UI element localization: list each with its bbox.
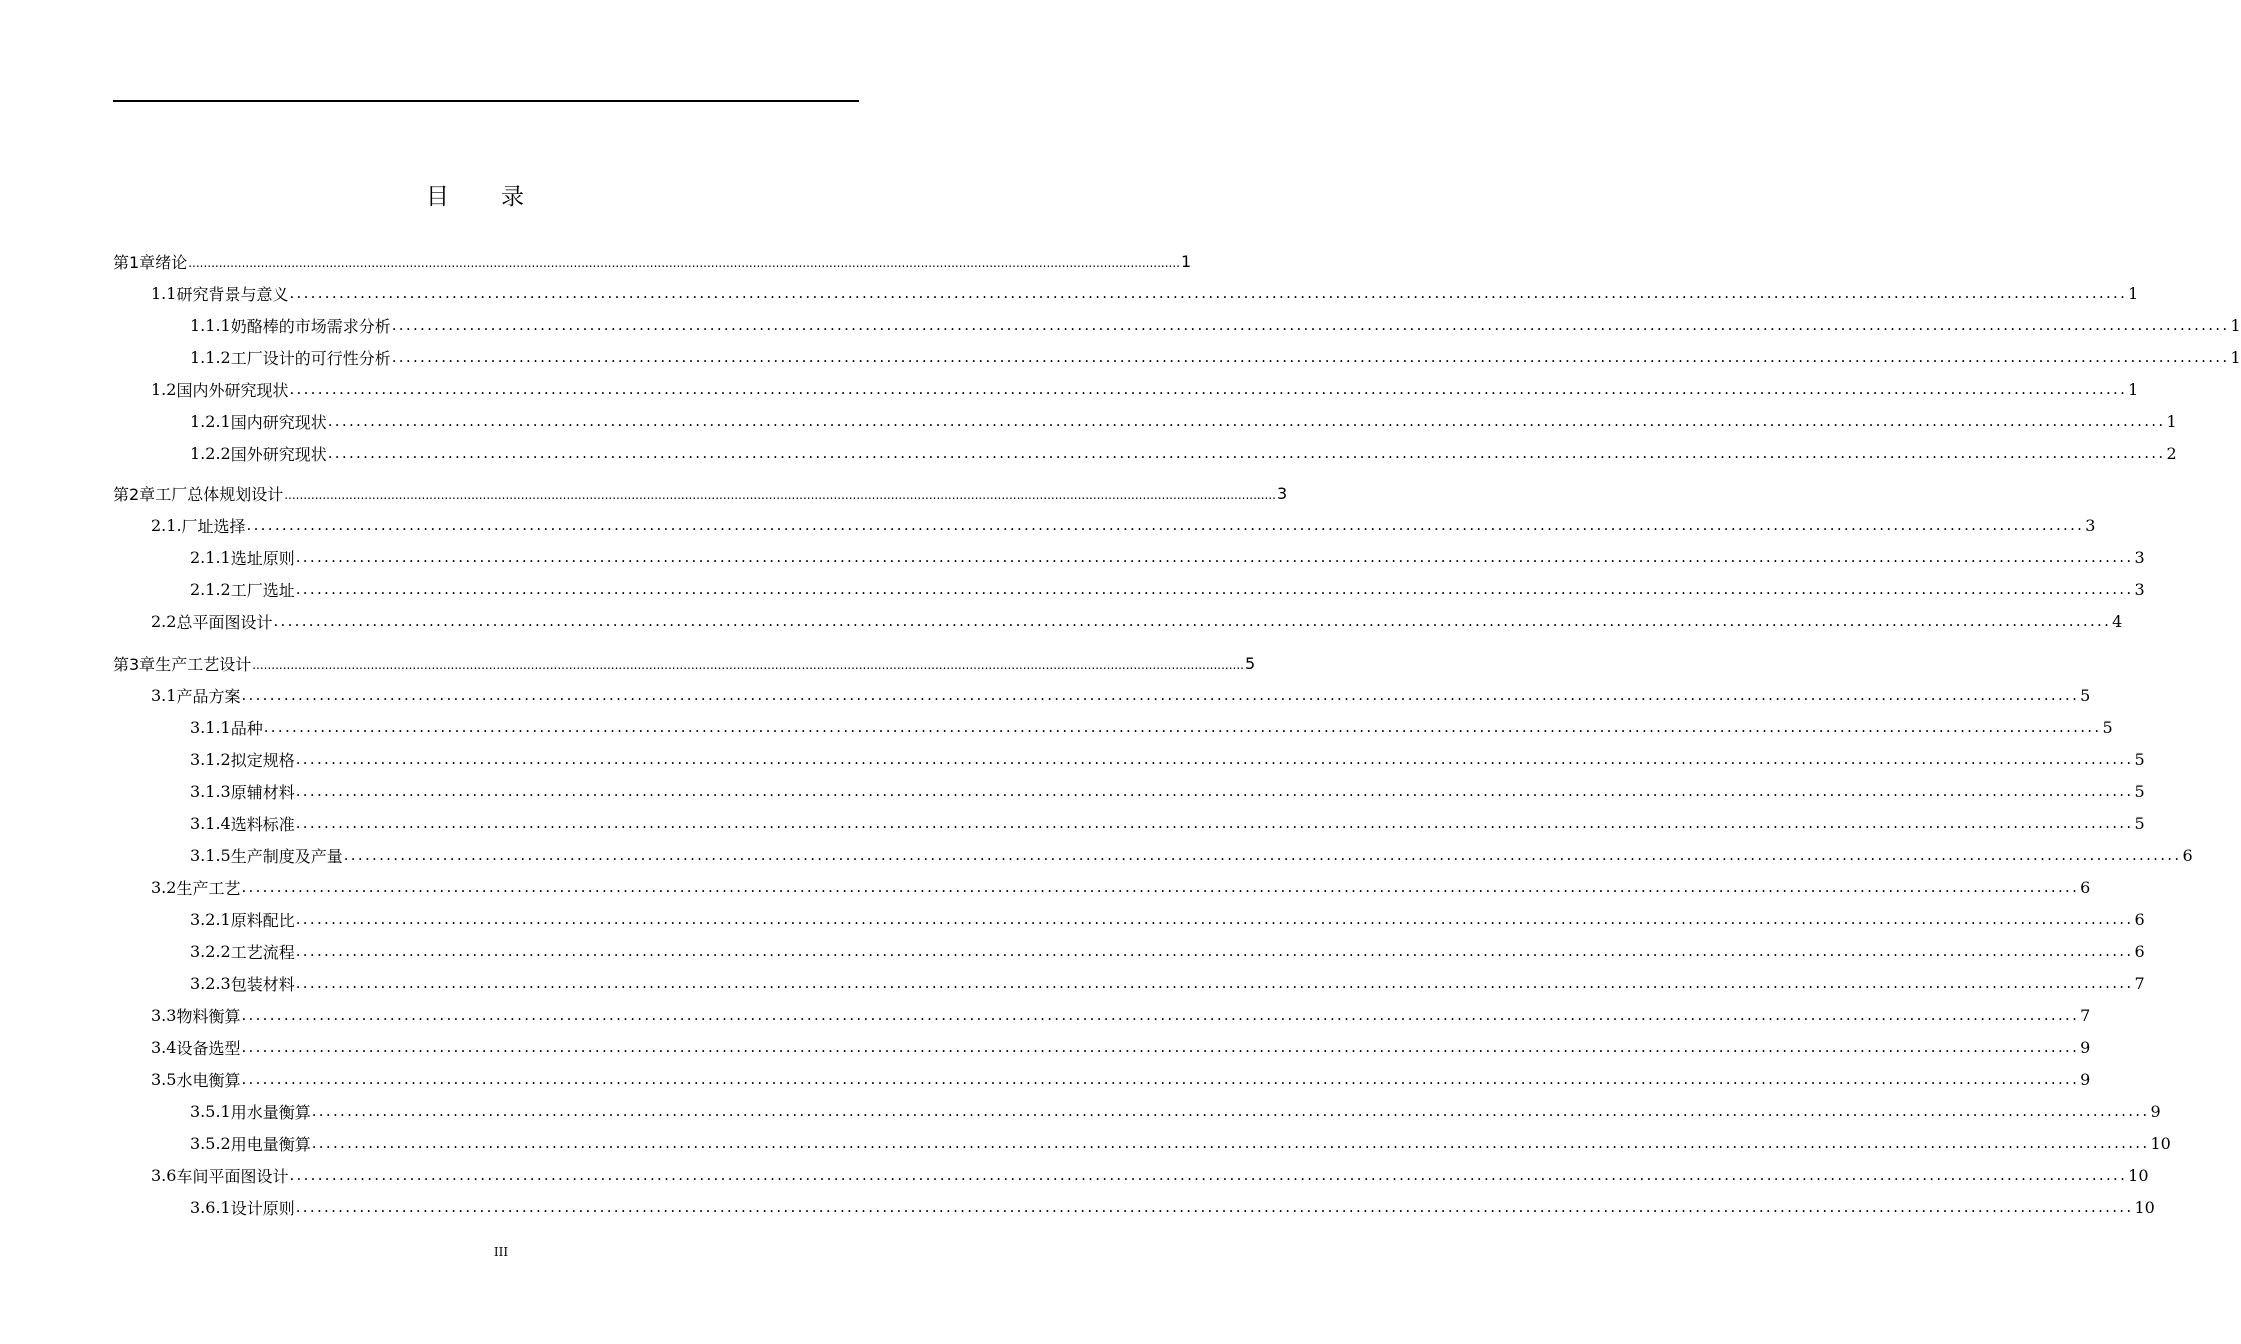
toc-entry-number: 1.1.2	[190, 347, 231, 367]
toc-entry-number: 2.1.	[151, 515, 182, 535]
toc-entry-label: 包装材料	[230, 974, 295, 994]
toc-entry[interactable]	[113, 872, 2091, 902]
toc-entry-page: 3	[2134, 579, 2145, 599]
header-rule	[113, 100, 859, 102]
toc-entry-number: 第3章	[113, 654, 156, 674]
toc-entry-number: 1.2.1	[190, 411, 231, 431]
toc-leader-dots: ....................................................................................................................................................................................................................................................................	[295, 750, 2134, 768]
toc-entry[interactable]	[113, 648, 1256, 678]
toc-entry-label: 厂址选择	[181, 516, 246, 536]
toc-leader-dots: ....................................................................................................................................................................................................................................................................	[284, 488, 1276, 502]
toc-entry-label: 物料衡算	[176, 1006, 241, 1026]
toc-entry-number: 1.2.2	[190, 443, 231, 463]
toc-leader-dots: ....................................................................................................................................................................................................................................................................	[295, 580, 2134, 598]
toc-entry-page: 6	[2080, 877, 2091, 897]
toc-leader-dots: ....................................................................................................................................................................................................................................................................	[311, 1134, 2150, 1152]
toc-entry[interactable]	[113, 744, 2145, 774]
toc-entry-label: 用水量衡算	[230, 1102, 311, 1122]
toc-entry[interactable]	[113, 1032, 2091, 1062]
toc-entry-label: 车间平面图设计	[176, 1166, 289, 1186]
title-char-1: 目	[426, 184, 449, 210]
toc-entry-page: 3	[1276, 483, 1288, 503]
toc-entry-page: 1	[2230, 347, 2241, 367]
toc-entry[interactable]	[113, 278, 2139, 308]
toc-leader-dots: ....................................................................................................................................................................................................................................................................	[241, 686, 2080, 704]
toc-leader-dots: ....................................................................................................................................................................................................................................................................	[391, 316, 2230, 334]
toc-entry[interactable]	[113, 1064, 2091, 1094]
toc-entry-number: 2.2	[151, 611, 177, 631]
toc-entry-page: 5	[1244, 653, 1256, 673]
toc-leader-dots: ....................................................................................................................................................................................................................................................................	[263, 718, 2102, 736]
toc-entry-label: 工艺流程	[230, 942, 295, 962]
toc-entry-page: 7	[2134, 973, 2145, 993]
toc-entry-number: 3.5.1	[190, 1101, 231, 1121]
toc-entry[interactable]	[113, 1192, 2155, 1222]
toc-entry-label: 选料标准	[230, 814, 295, 834]
toc-entry-page: 1	[2128, 379, 2139, 399]
toc-entry[interactable]	[113, 510, 2096, 540]
toc-entry[interactable]	[113, 840, 2193, 870]
toc-entry-page: 9	[2080, 1069, 2091, 1089]
toc-entry-label: 原辅材料	[230, 782, 295, 802]
toc-entry-number: 第1章	[113, 252, 156, 272]
toc-entry[interactable]	[113, 1160, 2149, 1190]
toc-entry[interactable]	[113, 374, 2139, 404]
toc-entry-number: 3.6	[151, 1165, 177, 1185]
toc-entry-page: 6	[2182, 845, 2193, 865]
toc-leader-dots: ....................................................................................................................................................................................................................................................................	[295, 548, 2134, 566]
toc-entry-page: 7	[2080, 1005, 2091, 1025]
toc-entry-label: 研究背景与意义	[176, 284, 289, 304]
toc-entry-number: 1.1.1	[190, 315, 231, 335]
toc-entry-number: 3.2.3	[190, 973, 231, 993]
toc-leader-dots: ....................................................................................................................................................................................................................................................................	[241, 1006, 2080, 1024]
toc-entry-label: 选址原则	[230, 548, 295, 568]
toc-entry-number: 3.2.2	[190, 941, 231, 961]
toc-leader-dots: ....................................................................................................................................................................................................................................................................	[295, 974, 2134, 992]
toc-entry-label: 生产工艺	[176, 878, 241, 898]
toc-entry-label: 国内外研究现状	[176, 380, 289, 400]
toc-entry-number: 3.2	[151, 877, 177, 897]
toc-entry-page: 5	[2080, 685, 2091, 705]
toc-leader-dots: ....................................................................................................................................................................................................................................................................	[246, 516, 2085, 534]
toc-entry-number: 3.1.4	[190, 813, 231, 833]
toc-leader-dots: ....................................................................................................................................................................................................................................................................	[241, 1038, 2080, 1056]
toc-leader-dots: ....................................................................................................................................................................................................................................................................	[289, 380, 2128, 398]
toc-leader-dots: ....................................................................................................................................................................................................................................................................	[295, 1198, 2134, 1216]
toc-entry-label: 设备选型	[176, 1038, 241, 1058]
toc-entry-page: 3	[2134, 547, 2145, 567]
title-char-2: 录	[501, 184, 524, 210]
toc-entry-page: 5	[2134, 781, 2145, 801]
toc-entry-page: 6	[2134, 941, 2145, 961]
toc-entry[interactable]	[113, 606, 2123, 636]
toc-entry-page: 1	[1180, 251, 1192, 271]
toc-entry-label: 用电量衡算	[230, 1134, 311, 1154]
toc-leader-dots: ....................................................................................................................................................................................................................................................................	[295, 910, 2134, 928]
toc-entry-page: 6	[2134, 909, 2145, 929]
toc-leader-dots: ....................................................................................................................................................................................................................................................................	[252, 658, 1244, 672]
toc-entry-number: 3.1.5	[190, 845, 231, 865]
toc-leader-dots: ....................................................................................................................................................................................................................................................................	[343, 846, 2182, 864]
toc-entry[interactable]	[113, 1096, 2161, 1126]
toc-entry[interactable]	[113, 1000, 2091, 1030]
toc-entry-label: 总平面图设计	[176, 612, 273, 632]
toc-entry-label: 原料配比	[230, 910, 295, 930]
toc-entry-label: 绪论	[155, 252, 188, 272]
toc-leader-dots: ....................................................................................................................................................................................................................................................................	[241, 1070, 2080, 1088]
toc-leader-dots: ....................................................................................................................................................................................................................................................................	[295, 814, 2134, 832]
toc-entry-page: 5	[2102, 717, 2113, 737]
toc-entry[interactable]	[113, 246, 1192, 276]
toc-entry[interactable]	[113, 478, 1288, 508]
toc-entry-page: 5	[2134, 813, 2145, 833]
toc-leader-dots: ....................................................................................................................................................................................................................................................................	[311, 1102, 2150, 1120]
toc-leader-dots: ....................................................................................................................................................................................................................................................................	[295, 942, 2134, 960]
toc-leader-dots: ....................................................................................................................................................................................................................................................................	[295, 782, 2134, 800]
toc-entry-page: 4	[2112, 611, 2123, 631]
toc-entry-label: 品种	[230, 718, 263, 738]
toc-entry-label: 奶酪棒的市场需求分析	[230, 316, 391, 336]
toc-entry-number: 3.1	[151, 685, 177, 705]
toc-entry-page: 3	[2085, 515, 2096, 535]
toc-entry-number: 第2章	[113, 484, 156, 504]
toc-leader-dots: ....................................................................................................................................................................................................................................................................	[289, 1166, 2128, 1184]
toc-entry[interactable]	[113, 680, 2091, 710]
toc-entry-label: 工厂选址	[230, 580, 295, 600]
toc-entry-label: 设计原则	[230, 1198, 295, 1218]
toc-entry-number: 3.1.1	[190, 717, 231, 737]
toc-entry[interactable]	[113, 968, 2145, 998]
toc-entry[interactable]	[113, 776, 2145, 806]
toc-entry-label: 工厂设计的可行性分析	[230, 348, 391, 368]
toc-entry-label: 工厂总体规划设计	[155, 484, 284, 504]
toc-entry-page: 9	[2080, 1037, 2091, 1057]
toc-entry-page: 10	[2128, 1165, 2149, 1185]
toc-entry-number: 3.3	[151, 1005, 177, 1025]
toc-entry-page: 2	[2166, 443, 2177, 463]
toc-entry-page: 1	[2128, 283, 2139, 303]
toc-entry[interactable]	[113, 406, 2177, 436]
toc-entry[interactable]	[113, 574, 2145, 604]
toc-entry-page: 10	[2150, 1133, 2171, 1153]
toc-entry-number: 3.5.2	[190, 1133, 231, 1153]
toc-entry-page: 1	[2166, 411, 2177, 431]
page-title	[0, 178, 950, 211]
toc-entry-number: 3.5	[151, 1069, 177, 1089]
toc-entry-number: 2.1.2	[190, 579, 231, 599]
toc-entry[interactable]	[113, 712, 2113, 742]
toc-entry-number: 3.4	[151, 1037, 177, 1057]
toc-entry-number: 3.1.2	[190, 749, 231, 769]
toc-entry-page: 9	[2150, 1101, 2161, 1121]
toc-leader-dots: ....................................................................................................................................................................................................................................................................	[327, 412, 2166, 430]
toc-entry[interactable]	[113, 438, 2177, 468]
footer-page-number: III	[493, 1245, 509, 1259]
toc-entry-number: 3.6.1	[190, 1197, 231, 1217]
toc-leader-dots: ....................................................................................................................................................................................................................................................................	[327, 444, 2166, 462]
toc-entry-label: 生产工艺设计	[155, 654, 252, 674]
toc-entry-label: 拟定规格	[230, 750, 295, 770]
toc-entry-label: 产品方案	[176, 686, 241, 706]
toc-entry-number: 3.2.1	[190, 909, 231, 929]
toc-entry[interactable]	[113, 1128, 2171, 1158]
toc-entry[interactable]	[113, 904, 2145, 934]
toc-entry[interactable]	[113, 542, 2145, 572]
toc-entry[interactable]	[113, 936, 2145, 966]
toc-entry[interactable]	[113, 342, 2241, 372]
toc-leader-dots: ....................................................................................................................................................................................................................................................................	[188, 256, 1180, 270]
toc-entry-label: 生产制度及产量	[230, 846, 343, 866]
toc-entry-number: 2.1.1	[190, 547, 231, 567]
toc-entry-number: 1.2	[151, 379, 177, 399]
toc-entry[interactable]	[113, 808, 2145, 838]
toc-entry-label: 国外研究现状	[230, 444, 327, 464]
toc-leader-dots: ....................................................................................................................................................................................................................................................................	[273, 612, 2112, 630]
toc-entry-label: 水电衡算	[176, 1070, 241, 1090]
toc-entry-page: 1	[2230, 315, 2241, 335]
toc-entry[interactable]	[113, 310, 2241, 340]
toc-entry-label: 国内研究现状	[230, 412, 327, 432]
toc-entry-page: 5	[2134, 749, 2145, 769]
toc-leader-dots: ....................................................................................................................................................................................................................................................................	[391, 348, 2230, 366]
toc-entry-page: 10	[2134, 1197, 2155, 1217]
toc-entry-number: 3.1.3	[190, 781, 231, 801]
toc-leader-dots: ....................................................................................................................................................................................................................................................................	[241, 878, 2080, 896]
toc-entry-number: 1.1	[151, 283, 177, 303]
toc-leader-dots: ....................................................................................................................................................................................................................................................................	[289, 284, 2128, 302]
